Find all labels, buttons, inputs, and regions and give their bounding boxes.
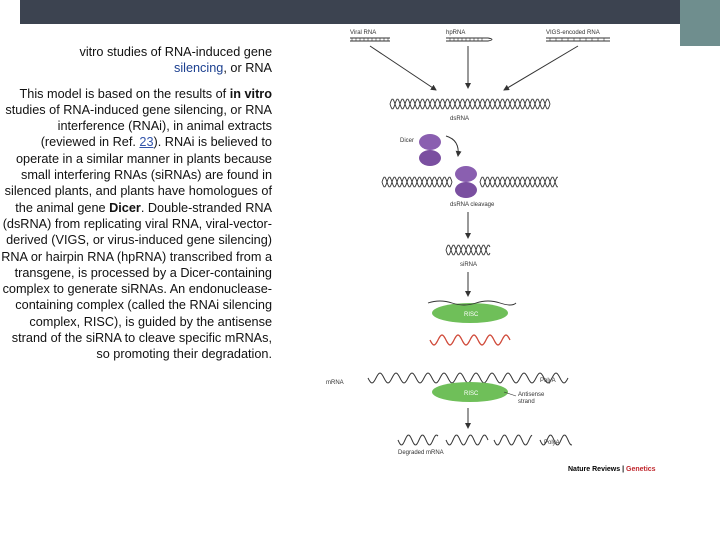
sirna-helix [446, 245, 490, 255]
vigs-rna-icon [546, 38, 610, 41]
viral-rna-icon [350, 38, 390, 41]
para-dicer: Dicer [109, 200, 141, 215]
label-dsrna-cleavage: dsRNA cleavage [450, 202, 495, 208]
main-paragraph [0, 86, 272, 363]
label-antisense: Antisense [518, 392, 545, 398]
para-mid-2: ). RNAi is believed to operate in a similar manner in plants because small interfering RNAs (siRNAs) are found in silenced plants, and plants have homologues of the animal gene [4, 135, 272, 215]
reference-link[interactable]: 23 [139, 135, 154, 150]
label-risc-1: RISC [464, 312, 479, 318]
credit-journal: Nature Reviews [568, 466, 621, 473]
para-mid-1: studies of RNA-induced gene silencing, or RNA interference (RNAi), in animal extracts (reviewed in Ref. [5, 102, 272, 150]
label-strand: strand [518, 399, 535, 405]
dicer-bound [455, 166, 477, 198]
mrna-wave [368, 373, 568, 383]
para-start: This model is based on the results of [19, 86, 230, 101]
label-hp-rna: hpRNA [446, 30, 466, 36]
rnai-diagram [318, 24, 666, 476]
target-mrna-red [430, 335, 510, 345]
label-degraded-mrna: Degraded mRNA [398, 450, 444, 456]
label-vigs-rna: VIGS-encoded RNA [546, 30, 600, 36]
label-si-rna: siRNA [460, 262, 478, 268]
top-banner [0, 0, 720, 24]
credit-section: Genetics [626, 466, 656, 473]
para-end: . Double-stranded RNA (dsRNA) from replicating viral RNA, viral-vector-derived (VIGS, or virus-induced gene silencing) RNA or hairpin RNA (hpRNA) transcribed from a transgene, is processed by a Dicer-containing complex to generate siRNAs. An endonuclease-containing complex (called the RNAi silencing complex, RISC), is guided by the antisense strand of the siRNA to cleave specific mRNAs, so promoting their degradation. [1, 200, 272, 362]
arrow-vigs [504, 46, 578, 90]
arrow-dicer-binding [446, 136, 458, 156]
credit-separator: | [620, 466, 626, 473]
label-viral-rna: Viral RNA [350, 30, 377, 36]
label-poly-a-1: PolyA [540, 378, 556, 384]
dicer-complex [419, 134, 441, 166]
figure-credit [568, 466, 656, 473]
label-poly-a-2: PolyA [544, 440, 560, 446]
para-bold: in vitro [229, 86, 272, 101]
top-banner-bar [20, 0, 700, 24]
label-dicer: Dicer [400, 138, 415, 144]
top-banner-accent [680, 0, 720, 46]
body-text [0, 44, 272, 363]
arrow-viral [370, 46, 436, 90]
dsrna-helix [390, 99, 550, 109]
label-m-rna: mRNA [326, 380, 344, 386]
text-line-2 [0, 60, 272, 76]
text-line-2-rest: , or RNA [223, 61, 272, 76]
helix-strand [382, 177, 452, 187]
label-risc-2: RISC [464, 391, 479, 397]
highlight-word: silencing [173, 61, 224, 76]
hairpin-rna-icon [446, 38, 492, 41]
rnai-figure [318, 24, 666, 476]
text-line-1: vitro studies of RNA-induced gene [79, 45, 272, 59]
label-ds-rna: dsRNA [450, 116, 470, 122]
